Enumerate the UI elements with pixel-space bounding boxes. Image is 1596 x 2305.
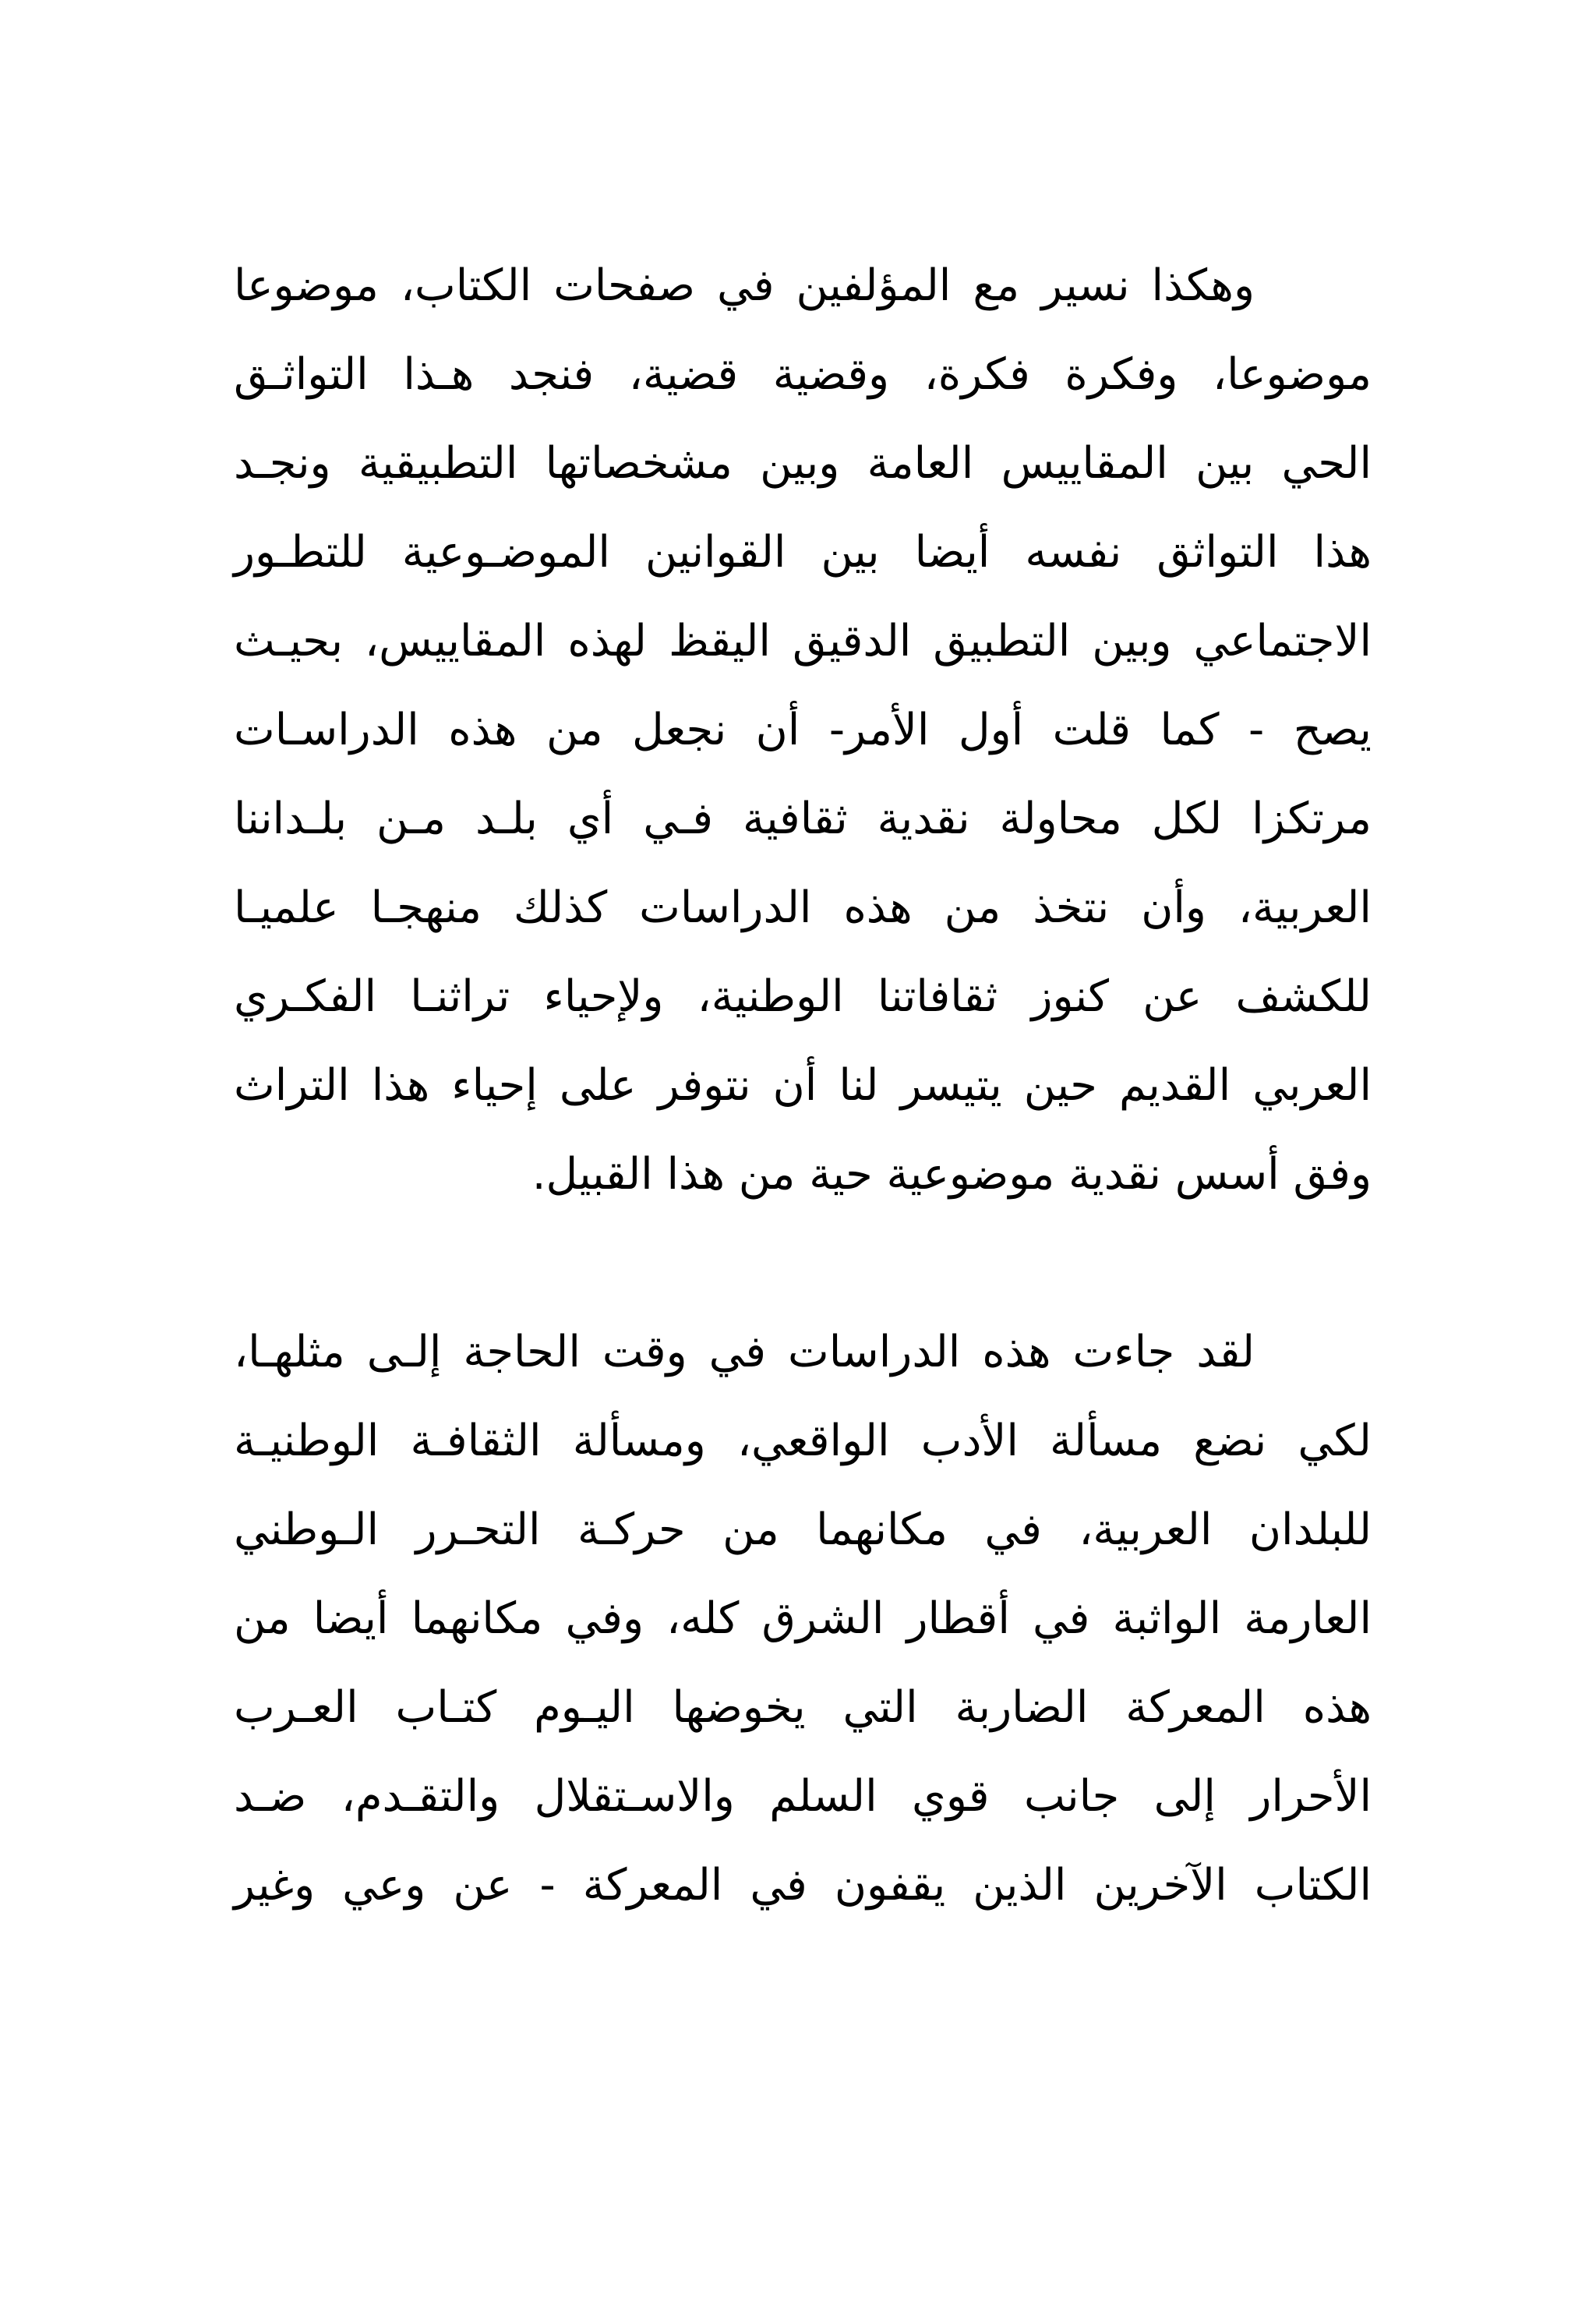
text-line: الحي بين المقاييس العامة وبين مشخصاتها التطبيقية ونجـد: [234, 438, 1372, 489]
text-line: هذه المعركة الضاربة التي يخوضها اليـوم كتـاب العـرب: [234, 1682, 1372, 1733]
text-line: لقد جاءت هذه الدراسات في وقت الحاجة إلـى مثلهـا،: [234, 1327, 1255, 1377]
text-line: يصح - كما قلت أول الأمر- أن نجعل من هذه الدراسـات: [234, 705, 1372, 755]
text-line: هذا التواثق نفسه أيضا بين القوانين الموضـوعية للتطـور: [234, 527, 1372, 578]
text-line: الأحرار إلى جانب قوي السلم والاسـتقلال والتقـدم، ضـد: [234, 1771, 1372, 1822]
paragraph-1: [234, 242, 1372, 1219]
text-line: العارمة الواثبة في أقطار الشرق كله، وفي مكانهما أيضا من: [234, 1593, 1372, 1644]
text-line: وهكذا نسير مع المؤلفين في صفحات الكتاب، موضوعا: [234, 260, 1255, 311]
text-line: للكشف عن كنوز ثقافاتنا الوطنية، ولإحياء تراثنـا الفكـري: [234, 971, 1372, 1022]
text-line: موضوعا، وفكرة فكرة، وقضية قضية، فنجد هـذا التواثـق: [234, 349, 1372, 400]
paragraph-2: [234, 1308, 1372, 1930]
text-line: العربية، وأن نتخذ من هذه الدراسات كذلك منهجـا علميـا: [234, 882, 1372, 933]
text-line: العربي القديم حين يتيسر لنا أن نتوفر على إحياء هذا التراث: [234, 1060, 1372, 1111]
text-line: الكتاب الآخرين الذين يقفون في المعركة - عن وعي وغير: [234, 1860, 1372, 1911]
text-line: وفق أسس نقدية موضوعية حية من هذا القبيل.: [531, 1149, 1372, 1200]
text-line: مرتكزا لكل محاولة نقدية ثقافية فـي أي بلـد مـن بلـداننا: [234, 794, 1372, 844]
text-line: للبلدان العربية، في مكانهما من حركـة التحـرر الـوطني: [234, 1504, 1372, 1555]
text-line: الاجتماعي وبين التطبيق الدقيق اليقظ لهذه المقاييس، بحيـث: [234, 616, 1372, 666]
text-line: لكي نضع مسألة الأدب الواقعي، ومسألة الثقافـة الوطنيـة: [234, 1416, 1372, 1466]
